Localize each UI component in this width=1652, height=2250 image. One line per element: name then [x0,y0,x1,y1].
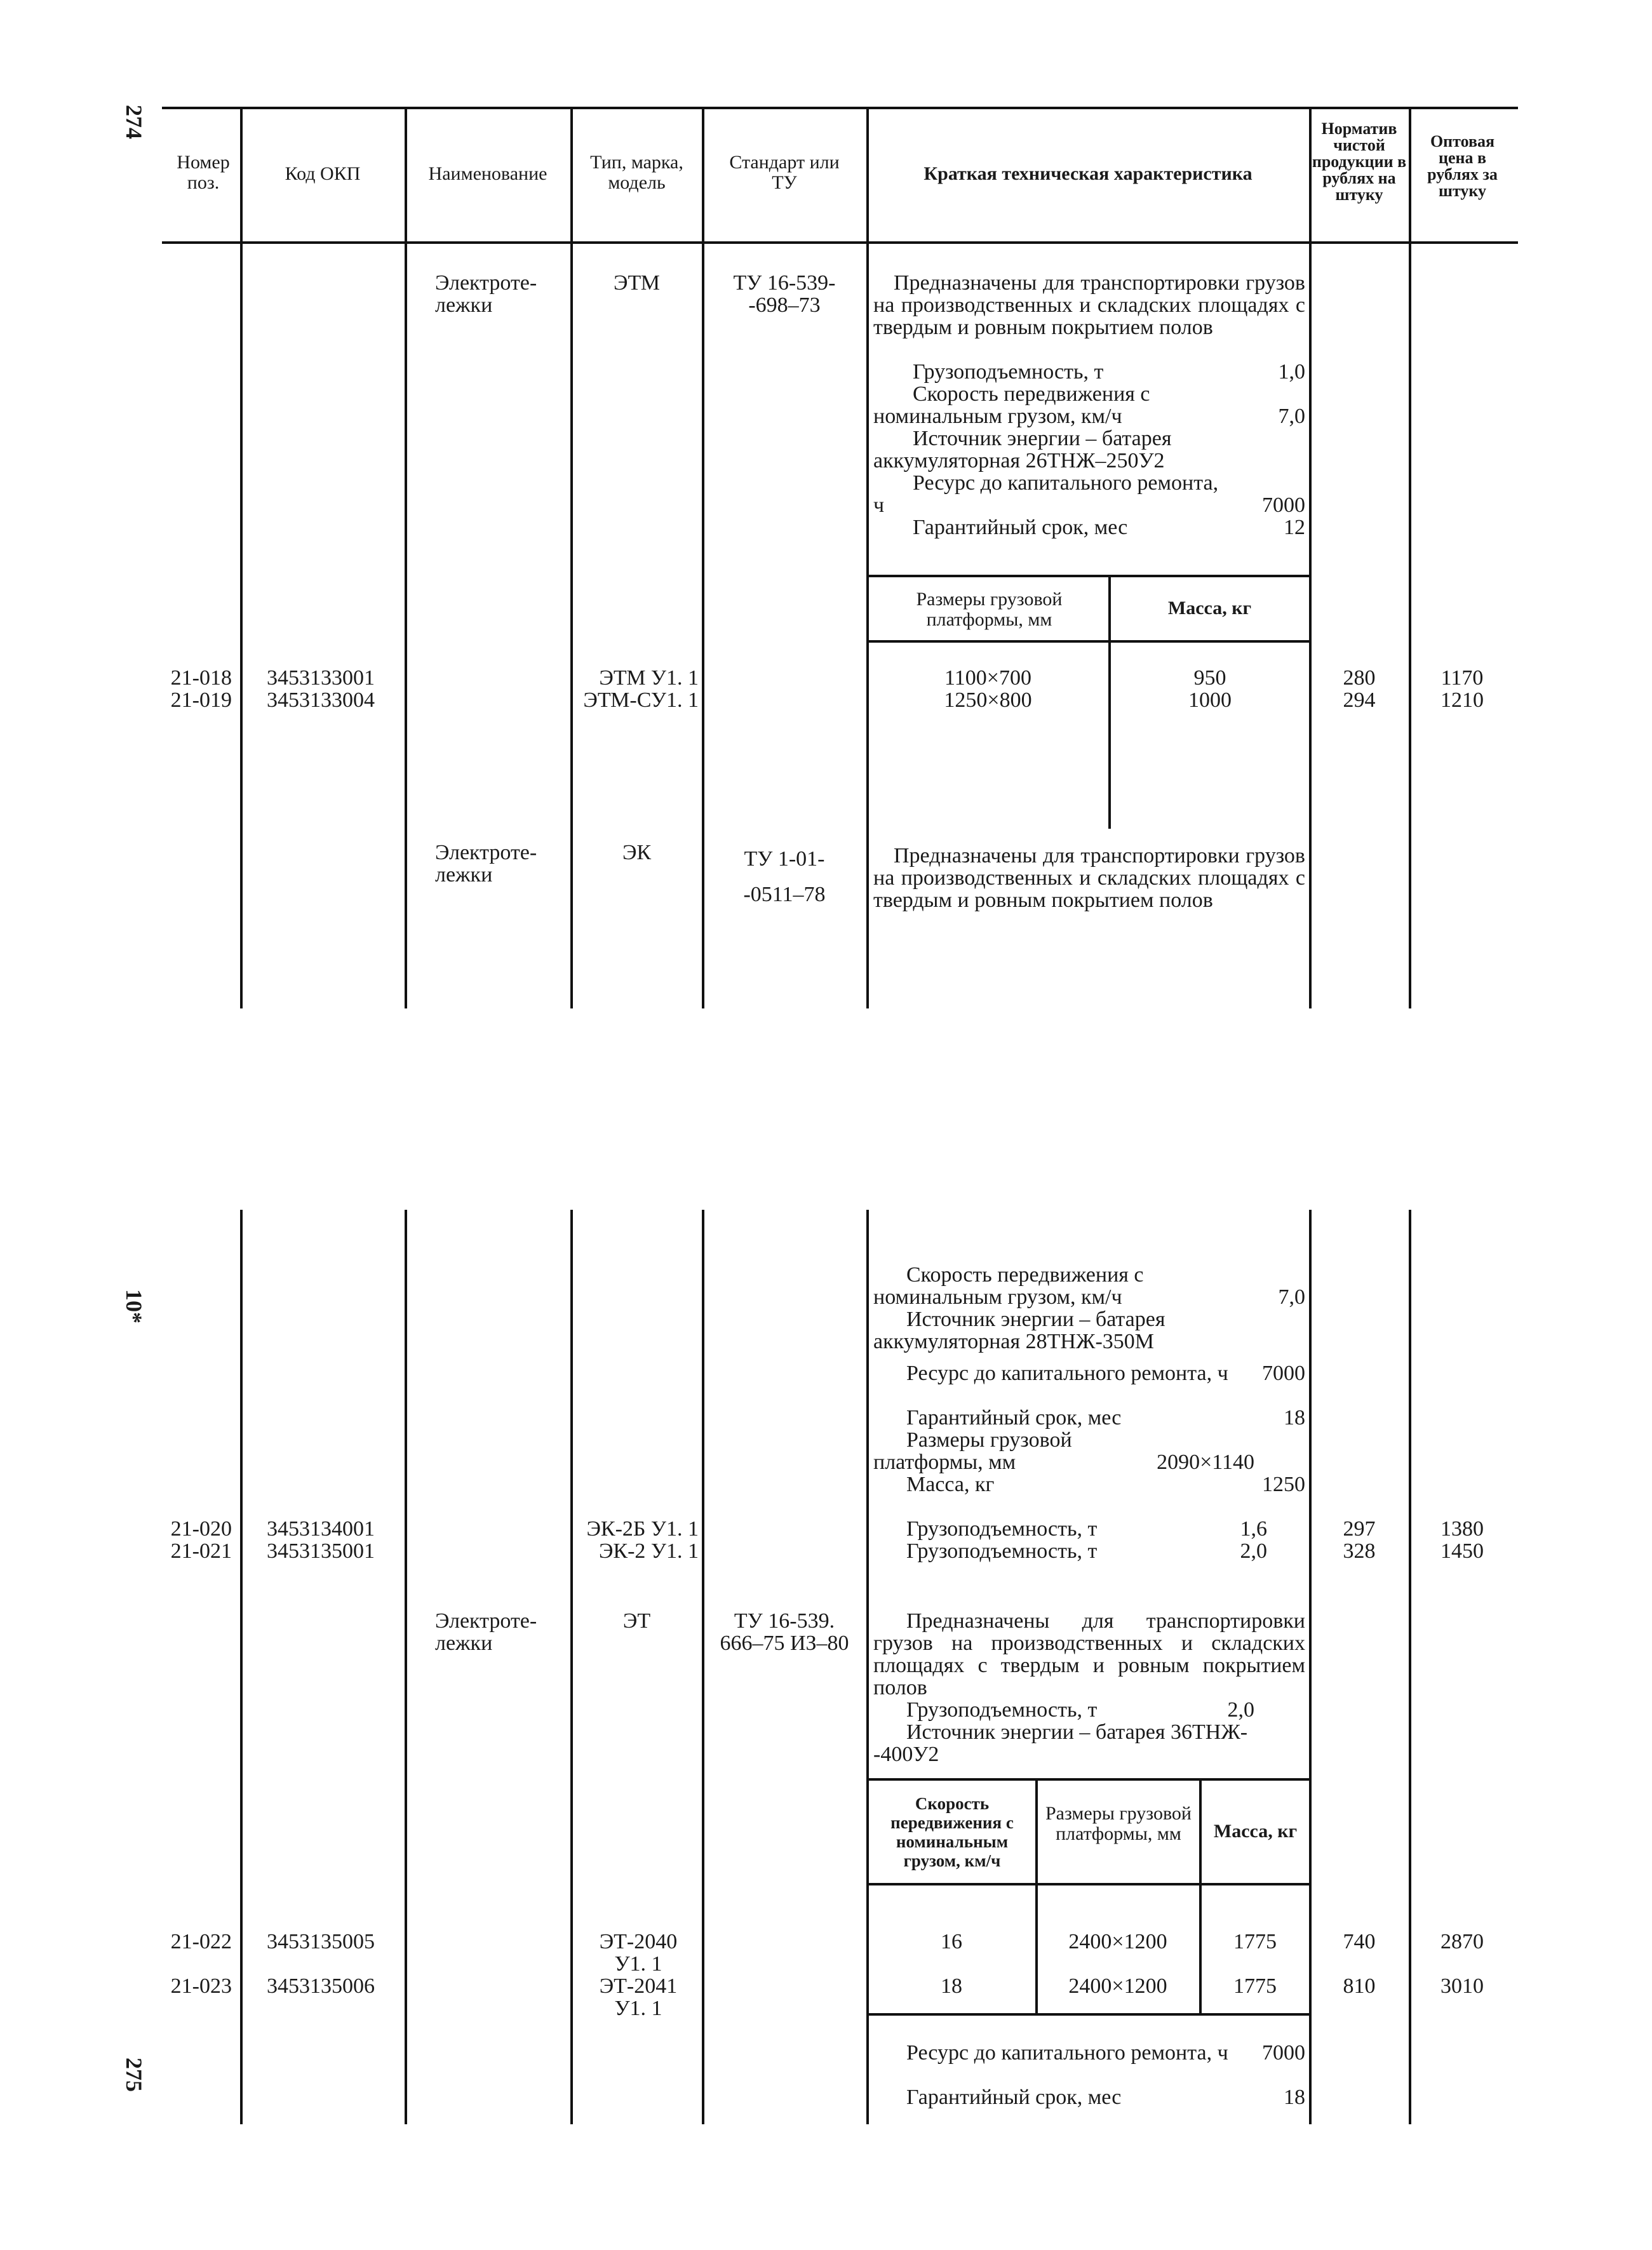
et-row2-price: 3010 [1440,1974,1484,1998]
lower-col-divider-1 [240,1210,243,2124]
lower-col-divider-4 [702,1210,704,2124]
etm-row2-price: 1210 [1440,688,1484,712]
etm-row1-norm: 280 [1343,666,1376,690]
etm-row2-norm: 294 [1343,688,1376,712]
col-divider-6 [1309,107,1312,1008]
signature-mark: 10* [121,1289,147,1323]
et-row1-pos: 21-022 [170,1930,232,1953]
subtable-header-rule [866,640,1311,643]
header-name: Наименование [428,163,547,184]
table-header-rule [162,241,1518,244]
lower-col-divider-2 [405,1210,407,2124]
ek-spec-mass: Масса, кг 1250 [906,1473,1305,1496]
et-standard: ТУ 16-539. 666–75 ИЗ–80 [720,1609,849,1655]
ek-standard: ТУ 1-01- -0511–78 [743,847,826,906]
left-page-number: 274 [121,105,147,139]
header-net-production-norm: Норматив чистой продукции в рублях на штуку [1312,119,1407,204]
etm-standard: ТУ 16-539- -698–73 [733,271,836,317]
etm-row2-pos: 21-019 [170,688,232,712]
etm-row1-pos: 21-018 [170,666,232,690]
header-okp-code: Код ОКП [285,163,361,184]
etm-row1-okp: 3453133001 [267,666,375,690]
et-spec-energy-source: Источник энергии – батарея 36ТНЖ- -400У2 [873,1720,1248,1766]
ek-name: Электроте- лежки [435,841,537,887]
et-description: Предназначены для транспортировки грузов на производственных и складских площадях с твердым и ровным покрытием полов [873,1609,1305,1699]
ek-spec-energy-source: Источник энергии – батарея аккумуляторная 28ТНЖ-350М [873,1308,1165,1353]
etm-row2-model: ЭТМ-СУ1. 1 [583,688,699,712]
ek-spec-speed: Скорость передвижения с номинальным грузом, км/ч 7,0 [873,1263,1305,1309]
etm-row2-mass: 1000 [1188,688,1232,712]
ek-row2-pos: 21-021 [170,1539,232,1563]
ek-description: Предназначены для транспортировки грузов на производственных и складских площадях с твердым и ровным покрытием полов [873,844,1305,912]
lower-subtable-top-rule [866,1778,1311,1781]
et-row1-norm: 740 [1343,1930,1376,1953]
et-footer-service-life: Ресурс до капитального ремонта, ч 7000 [906,2041,1305,2065]
ek-row1-norm: 297 [1343,1517,1376,1541]
header-standard: Стандарт или ТУ [729,152,840,193]
header-tech-characteristics: Краткая техническая характеристика [923,163,1252,184]
etm-row1-mass: 950 [1193,666,1226,690]
ek-row2-model: ЭК-2 У1. 1 [598,1539,699,1563]
et-row1-model: ЭТ-2040 У1. 1 [599,1930,678,1976]
et-type: ЭТ [622,1609,651,1633]
header-wholesale-price: Оптовая цена в рублях за штуку [1427,132,1498,200]
ek-type: ЭК [622,841,652,864]
et-row2-mass: 1775 [1233,1974,1277,1998]
etm-name: Электроте- лежки [435,271,537,317]
lower-subtable-header-rule [866,1883,1311,1885]
col-divider-5 [866,107,869,1008]
header-type-model: Тип, марка, модель [590,152,683,193]
et-row2-model: ЭТ-2041 У1. 1 [599,1974,678,2020]
et-row2-pos: 21-023 [170,1974,232,1998]
subtable-divider [1108,575,1111,829]
et-name: Электроте- лежки [435,1609,537,1655]
et-footer-warranty: Гарантийный срок, мес 18 [906,2086,1305,2109]
right-page-number: 275 [121,2058,147,2092]
et-row1-okp: 3453135005 [267,1930,375,1953]
etm-row2-platform: 1250×800 [944,688,1032,712]
ek-row2-spec: Грузоподъемность, т 2,0 [906,1539,1267,1563]
col-divider-3 [570,107,573,1008]
etm-type: ЭТМ [614,271,660,295]
et-row1-platform: 2400×1200 [1068,1930,1167,1953]
et-row2-speed: 18 [941,1974,962,1998]
ek-row1-model: ЭК-2Б У1. 1 [586,1517,699,1541]
et-row1-speed: 16 [941,1930,962,1953]
subtable-top-rule [866,575,1311,577]
etm-row1-price: 1170 [1440,666,1484,690]
ek-spec-service-life: Ресурс до капитального ремонта, ч 7000 [906,1362,1305,1385]
etm-row2-okp: 3453133004 [267,688,375,712]
lower-col-divider-3 [570,1210,573,2124]
etm-row1-platform: 1100×700 [944,666,1031,690]
et-row2-platform: 2400×1200 [1068,1974,1167,1998]
et-subheader-mass: Масса, кг [1213,1821,1298,1842]
etm-spec-energy-source: Источник энергии – батарея аккумуляторная 26ТНЖ–250У2 [873,427,1172,472]
col-divider-7 [1409,107,1411,1008]
ek-row2-norm: 328 [1343,1539,1376,1563]
table-top-rule [162,107,1518,109]
et-row2-okp: 3453135006 [267,1974,375,1998]
ek-row1-okp: 3453134001 [267,1517,375,1541]
ek-spec-warranty: Гарантийный срок, мес 18 [906,1406,1305,1430]
et-spec-load-capacity: Грузоподъемность, т 2,0 [906,1698,1254,1722]
etm-spec-speed: Скорость передвижения с номинальным грузом, км/ч 7,0 [873,382,1305,428]
etm-subheader-mass: Масса, кг [1167,598,1252,619]
et-row1-mass: 1775 [1233,1930,1277,1953]
etm-description: Предназначены для транспортировки грузов на производственных и складских площадях с твердым и ровным покрытием полов [873,271,1305,339]
header-position-number: Номер поз. [177,152,230,193]
etm-spec-load-capacity: Грузоподъемность, т 1,0 [913,360,1305,384]
lower-subtable-bottom-rule [866,2013,1311,2016]
et-row1-price: 2870 [1440,1930,1484,1953]
et-subheader-platform: Размеры грузовой платформы, мм [1045,1803,1192,1844]
col-divider-2 [405,107,407,1008]
ek-row2-okp: 3453135001 [267,1539,375,1563]
ek-row1-spec: Грузоподъемность, т 1,6 [906,1517,1267,1541]
etm-subheader-platform: Размеры грузовой платформы, мм [916,589,1063,630]
col-divider-4 [702,107,704,1008]
et-row2-norm: 810 [1343,1974,1376,1998]
et-subheader-speed: Скорость передвижения с номинальным грузом, км/ч [890,1794,1014,1870]
etm-spec-service-life: Ресурс до капитального ремонта, ч 7000 [873,471,1305,517]
ek-row1-pos: 21-020 [170,1517,232,1541]
col-divider-1 [240,107,243,1008]
etm-row1-model: ЭТМ У1. 1 [599,666,699,690]
ek-row2-price: 1450 [1440,1539,1484,1563]
etm-spec-warranty: Гарантийный срок, мес 12 [913,516,1305,539]
ek-spec-platform: Размеры грузовой платформы, мм 2090×1140 [873,1428,1254,1474]
ek-row1-price: 1380 [1440,1517,1484,1541]
